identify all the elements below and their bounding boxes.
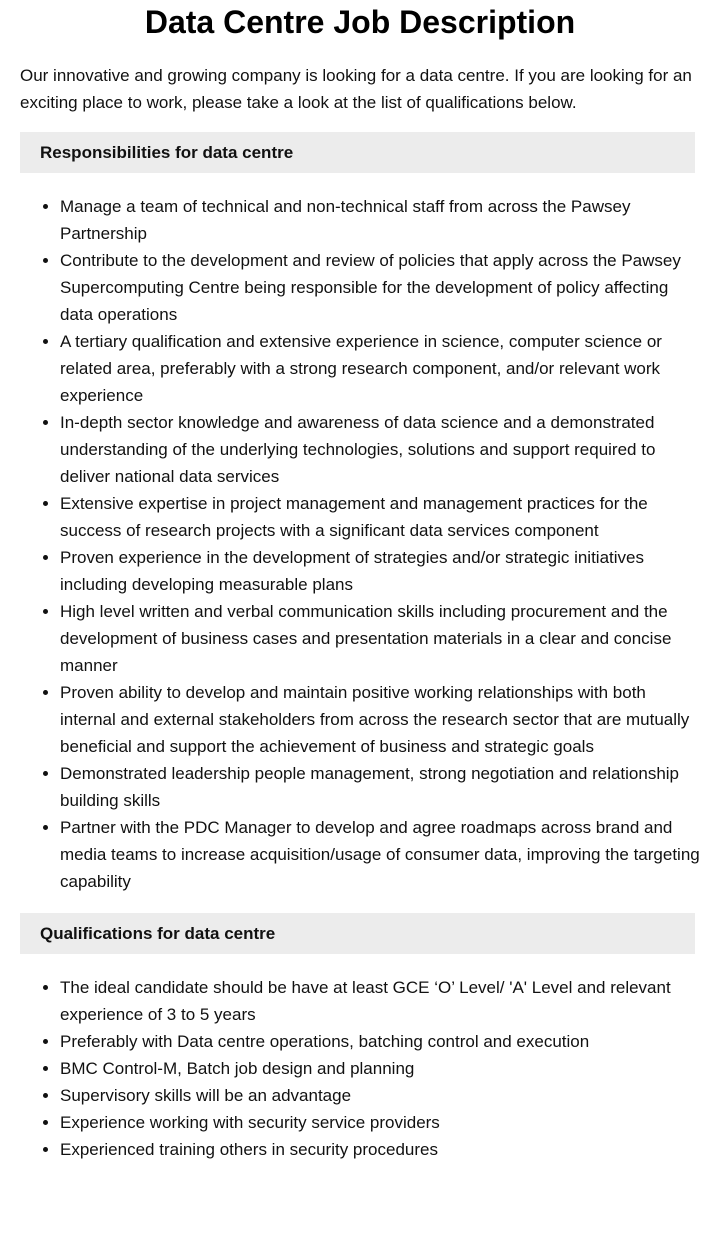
list-item: • Contribute to the development and review of policies that apply across the Pawsey Supercomputing Centre being responsible for the development of policy affecting data operations [60,247,700,328]
list-item: • The ideal candidate should be have at least GCE ‘O’ Level/ 'A' Level and relevant experience of 3 to 5 years [60,974,700,1028]
list-item: • Manage a team of technical and non-technical staff from across the Pawsey Partnership [60,193,700,247]
list-item: • High level written and verbal communication skills including procurement and the development of business cases and presentation materials in a clear and concise manner [60,598,700,679]
list-item: • Experienced training others in security procedures [60,1136,700,1163]
list-item: • Proven experience in the development of strategies and/or strategic initiatives including developing measurable plans [60,544,700,598]
responsibilities-heading: Responsibilities for data centre [20,132,695,173]
qualifications-list [20,974,700,1163]
list-item: • In-depth sector knowledge and awareness of data science and a demonstrated understanding of the underlying technologies, solutions and support required to deliver national data services [60,409,700,490]
qualifications-heading: Qualifications for data centre [20,913,695,954]
list-item: • Partner with the PDC Manager to develop and agree roadmaps across brand and media teams to increase acquisition/usage of consumer data, improving the targeting capability [60,814,700,895]
responsibilities-list [20,193,700,895]
list-item: • Proven ability to develop and maintain positive working relationships with both internal and external stakeholders from across the research sector that are mutually beneficial and support the achievement of business and strategic goals [60,679,700,760]
list-item: • Supervisory skills will be an advantage [60,1082,700,1109]
list-item: • Preferably with Data centre operations, batching control and execution [60,1028,700,1055]
list-item: • Experience working with security service providers [60,1109,700,1136]
intro-paragraph: Our innovative and growing company is looking for a data centre. If you are looking for an exciting place to work, please take a look at the list of qualifications below. [20,66,692,112]
list-item: • Extensive expertise in project management and management practices for the success of research projects with a significant data services component [60,490,700,544]
list-item: • BMC Control-M, Batch job design and planning [60,1055,700,1082]
list-item: • A tertiary qualification and extensive experience in science, computer science or related area, preferably with a strong research component, and/or relevant work experience [60,328,700,409]
list-item: • Demonstrated leadership people management, strong negotiation and relationship building skills [60,760,700,814]
page-title: Data Centre Job Description [144,4,576,40]
